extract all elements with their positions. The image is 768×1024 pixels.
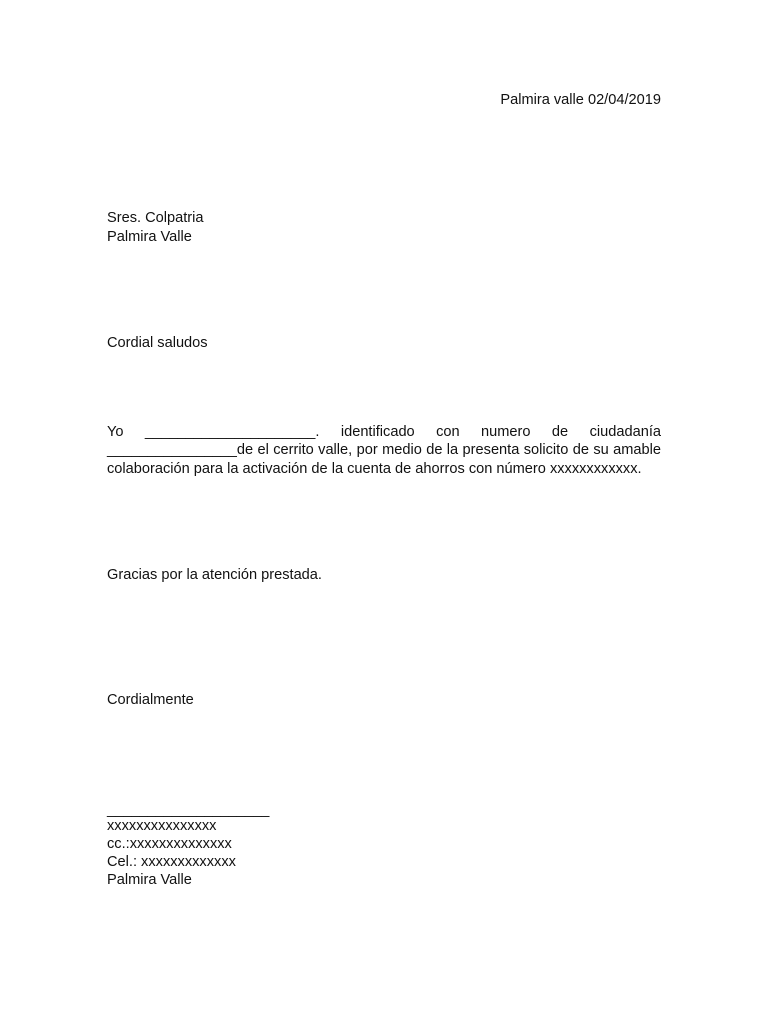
thanks-line: Gracias por la atención prestada. bbox=[107, 567, 322, 583]
closing-line: Cordialmente bbox=[107, 692, 194, 708]
signature-cc: cc.:xxxxxxxxxxxxxx bbox=[107, 836, 232, 852]
signature-location: Palmira Valle bbox=[107, 872, 192, 888]
recipient-location: Palmira Valle bbox=[107, 229, 192, 245]
body-paragraph bbox=[107, 423, 661, 478]
date-line: Palmira valle 02/04/2019 bbox=[500, 92, 661, 108]
signature-name: xxxxxxxxxxxxxxx bbox=[107, 818, 217, 834]
body-text: Yo _____________________. identificado con numero de ciudadanía ________________de el cerrito valle, por medio de la presenta solicito de su amable colaboración para la activación de la cuenta de ahorros con número xxxxxxxxxxxx. bbox=[107, 424, 661, 477]
recipient-name: Sres. Colpatria bbox=[107, 210, 204, 226]
greeting: Cordial saludos bbox=[107, 335, 208, 351]
signature-cel: Cel.: xxxxxxxxxxxxx bbox=[107, 854, 236, 870]
signature-rule: ____________________ bbox=[107, 802, 270, 818]
